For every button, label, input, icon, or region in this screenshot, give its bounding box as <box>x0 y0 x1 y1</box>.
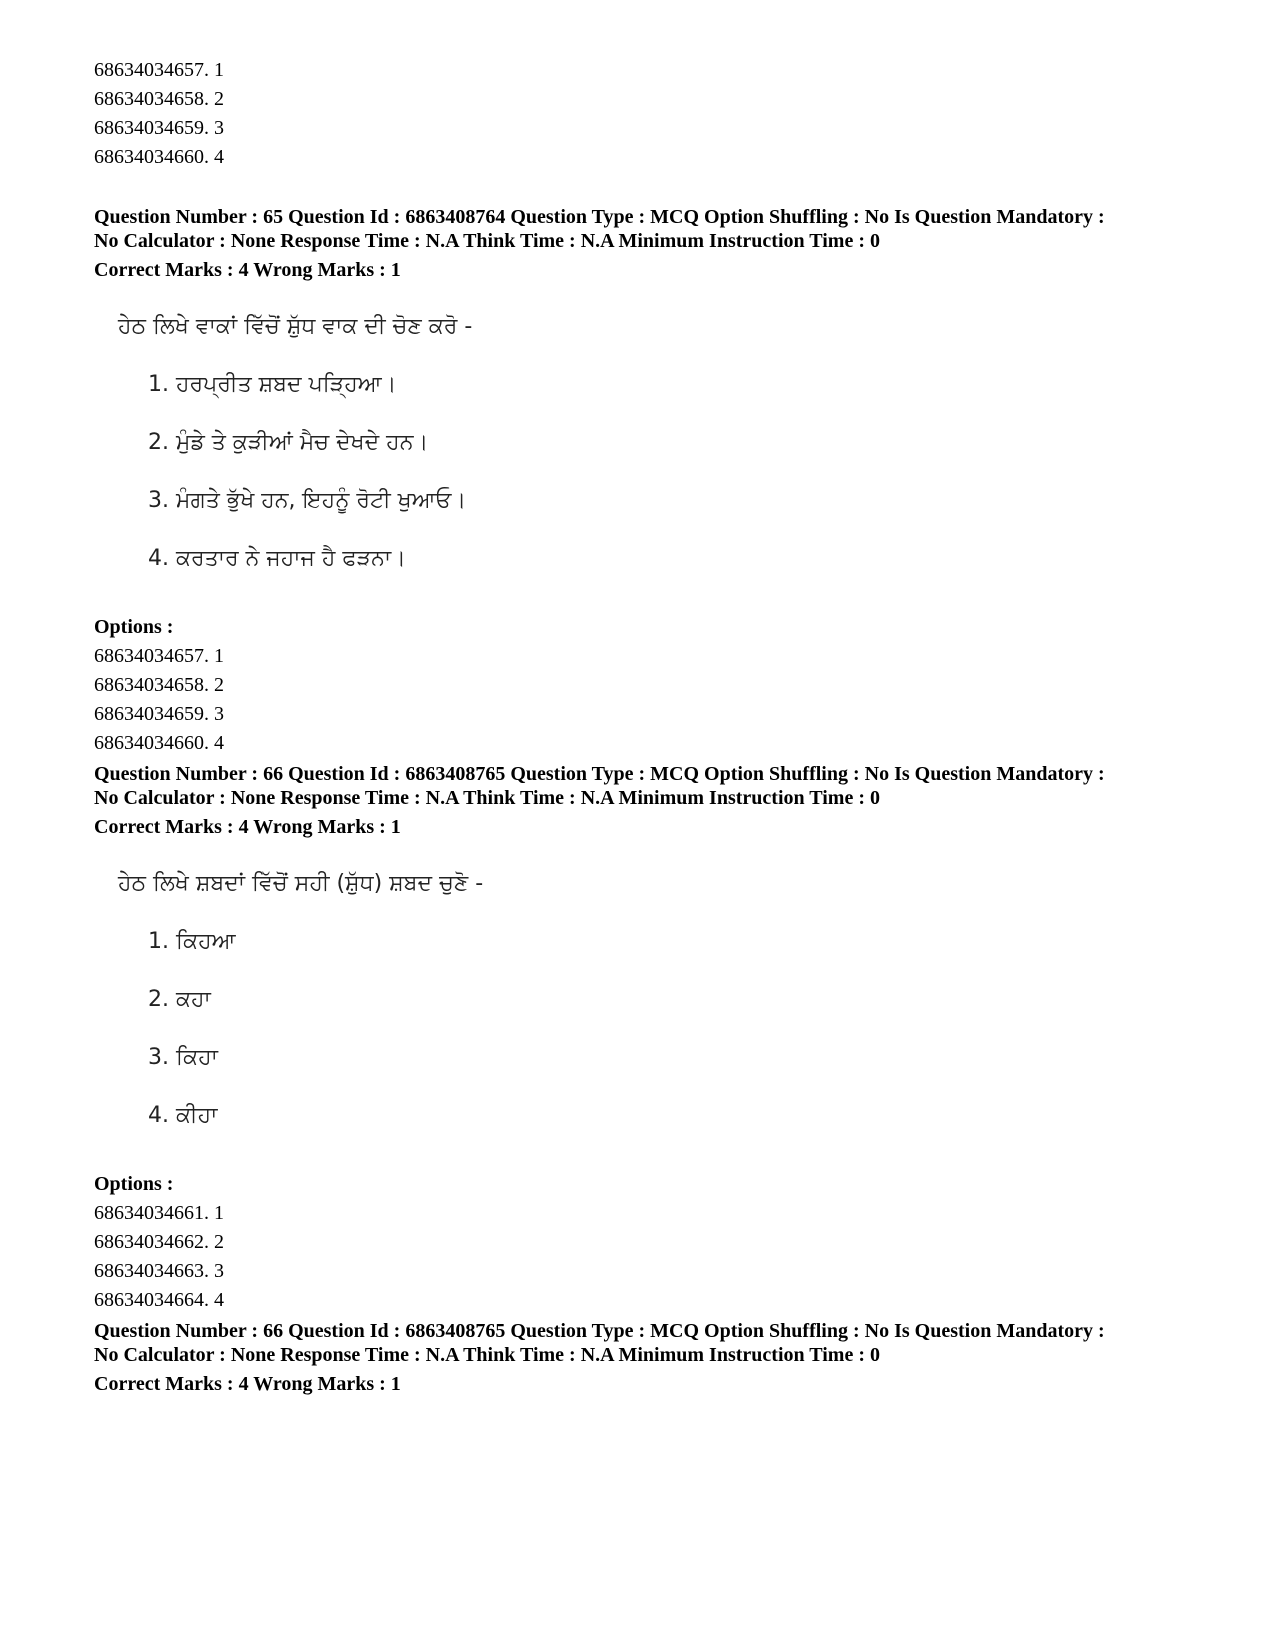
options-label: Options : <box>94 1173 174 1195</box>
question-header-line: No Calculator : None Response Time : N.A Think Time : N.A Minimum Instruction Time : 0 <box>94 230 880 252</box>
option-item: 68634034658. 2 <box>94 88 224 110</box>
option-item: 68634034659. 3 <box>94 117 224 139</box>
options-section-66 <box>94 1170 1194 1315</box>
question-header-line: Question Number : 66 Question Id : 6863408765 Question Type : MCQ Option Shuffling : No Is Question Mandatory : <box>94 763 1105 785</box>
question-choice: 3. ਮੰਗਤੇ ਭੁੱਖੇ ਹਨ, ਇਹਨੂੰ ਰੋਟੀ ਖੁਆਓ। <box>148 488 467 513</box>
question-choice: 1. ਕਿਹਆ <box>148 929 236 954</box>
question-header-66-repeat <box>94 1319 1194 1396</box>
question-header-line: Question Number : 66 Question Id : 6863408765 Question Type : MCQ Option Shuffling : No Is Question Mandatory : <box>94 1320 1105 1342</box>
options-section-65 <box>94 613 1194 758</box>
question-header-line: No Calculator : None Response Time : N.A Think Time : N.A Minimum Instruction Time : 0 <box>94 1344 880 1366</box>
option-item: 68634034659. 3 <box>94 703 224 725</box>
question-text-image-65 <box>118 307 618 579</box>
question-choice: 2. ਕਹਾ <box>148 987 211 1012</box>
previous-options-list <box>94 56 1194 172</box>
question-choice: 1. ਹਰਪ੍ਰੀਤ ਸ਼ਬਦ ਪੜ੍ਹਿਆ। <box>148 372 397 397</box>
question-marks: Correct Marks : 4 Wrong Marks : 1 <box>94 816 401 838</box>
option-item: 68634034658. 2 <box>94 674 224 696</box>
option-item: 68634034657. 1 <box>94 645 224 667</box>
option-item: 68634034660. 4 <box>94 146 224 168</box>
question-prompt: ਹੇਠ ਲਿਖੇ ਵਾਕਾਂ ਵਿੱਚੋਂ ਸ਼ੁੱਧ ਵਾਕ ਦੀ ਚੋਣ ਕਰੋ - <box>118 314 473 339</box>
question-header-65 <box>94 205 1194 282</box>
question-choice: 4. ਕੀਹਾ <box>148 1103 218 1128</box>
option-item: 68634034660. 4 <box>94 732 224 754</box>
options-label: Options : <box>94 616 174 638</box>
option-item: 68634034657. 1 <box>94 59 224 81</box>
question-marks: Correct Marks : 4 Wrong Marks : 1 <box>94 259 401 281</box>
question-choice: 2. ਮੁੰਡੇ ਤੇ ਕੁੜੀਆਂ ਮੈਚ ਦੇਖਦੇ ਹਨ। <box>148 430 429 455</box>
option-item: 68634034662. 2 <box>94 1231 224 1253</box>
question-choice: 3. ਕਿਹਾ <box>148 1045 218 1070</box>
question-text-image-66 <box>118 864 618 1136</box>
option-item: 68634034663. 3 <box>94 1260 224 1282</box>
question-header-line: Question Number : 65 Question Id : 6863408764 Question Type : MCQ Option Shuffling : No Is Question Mandatory : <box>94 206 1105 228</box>
question-choice: 4. ਕਰਤਾਰ ਨੇ ਜਹਾਜ ਹੈ ਫੜਨਾ। <box>148 546 407 571</box>
question-prompt: ਹੇਠ ਲਿਖੇ ਸ਼ਬਦਾਂ ਵਿੱਚੋਂ ਸਹੀ (ਸ਼ੁੱਧ) ਸ਼ਬਦ ਚੁਣੋ - <box>118 871 484 896</box>
option-item: 68634034661. 1 <box>94 1202 224 1224</box>
option-item: 68634034664. 4 <box>94 1289 224 1311</box>
question-header-line: No Calculator : None Response Time : N.A Think Time : N.A Minimum Instruction Time : 0 <box>94 787 880 809</box>
question-marks: Correct Marks : 4 Wrong Marks : 1 <box>94 1373 401 1395</box>
question-header-66 <box>94 762 1194 839</box>
